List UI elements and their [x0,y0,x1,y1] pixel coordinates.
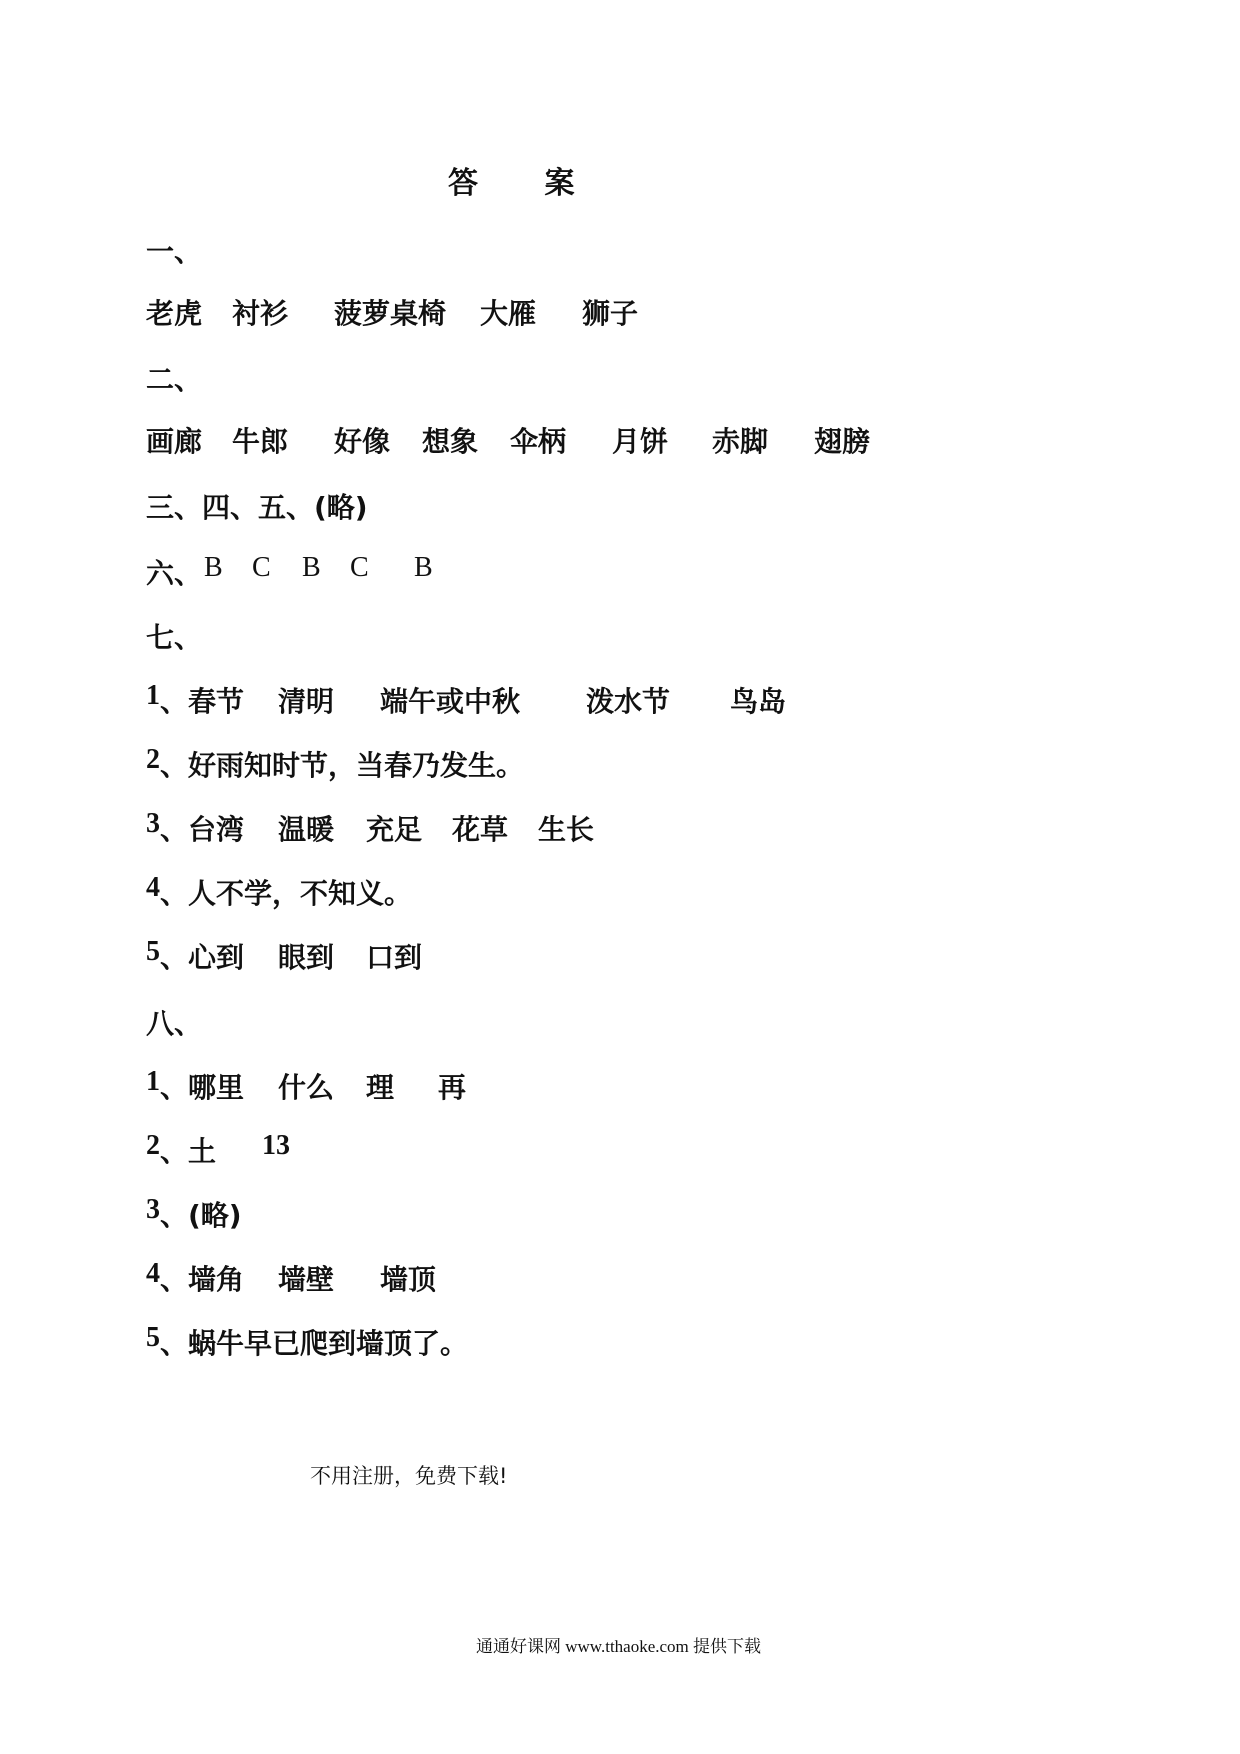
answer-word: 伞柄 [510,425,567,458]
answer-word: 充足 [366,813,423,846]
item-number: 4 [146,872,160,903]
answer-word: 、哪里 [160,1071,245,1104]
answer-word: 墙壁 [278,1263,335,1296]
answer-word: 月饼 [612,425,669,458]
answer-word: 再 [438,1071,467,1104]
answer-word: 、土 [160,1135,217,1168]
answer-word: 端午或中秋 [380,685,521,718]
item-number: 5 [146,1322,160,1353]
answer-word: 好像 [334,425,391,458]
answer-word: 泼水节 [586,685,671,718]
answer-word: 衬衫 [232,297,289,330]
answer-sentence: 、人不学，不知义。 [160,877,413,910]
section-label: 三、四、五、(略) [146,491,368,524]
answer-word: 牛郎 [232,425,289,458]
answer-word: 老虎 [146,297,203,330]
section-label: 二、 [146,363,203,396]
answer-sentence: 、好雨知时节，当春乃发生。 [160,749,525,782]
item-number: 5 [146,936,160,967]
answer-choice: C [252,552,271,583]
section-label: 八、 [146,1007,203,1040]
page-footer: 通通好课网 www.tthaoke.com 提供下载 [476,1637,762,1656]
free-download-note: 不用注册，免费下载! [310,1464,508,1488]
section-label: 七、 [146,621,203,654]
item-number: 3 [146,1194,160,1225]
item-number: 2 [146,744,160,775]
answer-choice: B [414,552,433,583]
answer-word: 狮子 [582,297,639,330]
page-title: 答 案 [448,166,603,201]
answer-word: 、心到 [160,941,245,974]
answer-word: 温暖 [278,813,335,846]
answer-choice: C [350,552,369,583]
answer-word: 、墙角 [160,1263,245,1296]
answer-word: 想象 [422,425,479,458]
answer-word: 清明 [278,685,335,718]
answer-sentence: 、蜗牛早已爬到墙顶了。 [160,1327,469,1360]
answer-word: 理 [366,1071,395,1104]
answer-word: 大雁 [480,297,537,330]
answer-word: 什么 [278,1071,335,1104]
answer-number: 13 [262,1130,290,1161]
answer-word: 花草 [452,813,509,846]
answer-word: 眼到 [278,941,335,974]
answer-word: 翅膀 [814,425,871,458]
item-number: 4 [146,1258,160,1289]
item-number: 2 [146,1130,160,1161]
answer-word: 、春节 [160,685,245,718]
answer-word: 鸟岛 [730,685,787,718]
section-label: 一、 [146,235,203,268]
answer-word: 画廊 [146,425,203,458]
answer-choice: B [302,552,321,583]
item-number: 1 [146,680,160,711]
answer-word: 墙顶 [380,1263,437,1296]
answer-word: 赤脚 [712,425,769,458]
item-number: 1 [146,1066,160,1097]
answer-word: 菠萝桌椅 [334,297,447,330]
answer-word: 、(略) [160,1199,242,1232]
answer-word: 、台湾 [160,813,245,846]
answer-word: 生长 [538,813,595,846]
answer-word: 口到 [366,941,423,974]
answer-choice: B [204,552,223,583]
section-label: 六、 [146,557,203,590]
item-number: 3 [146,808,160,839]
